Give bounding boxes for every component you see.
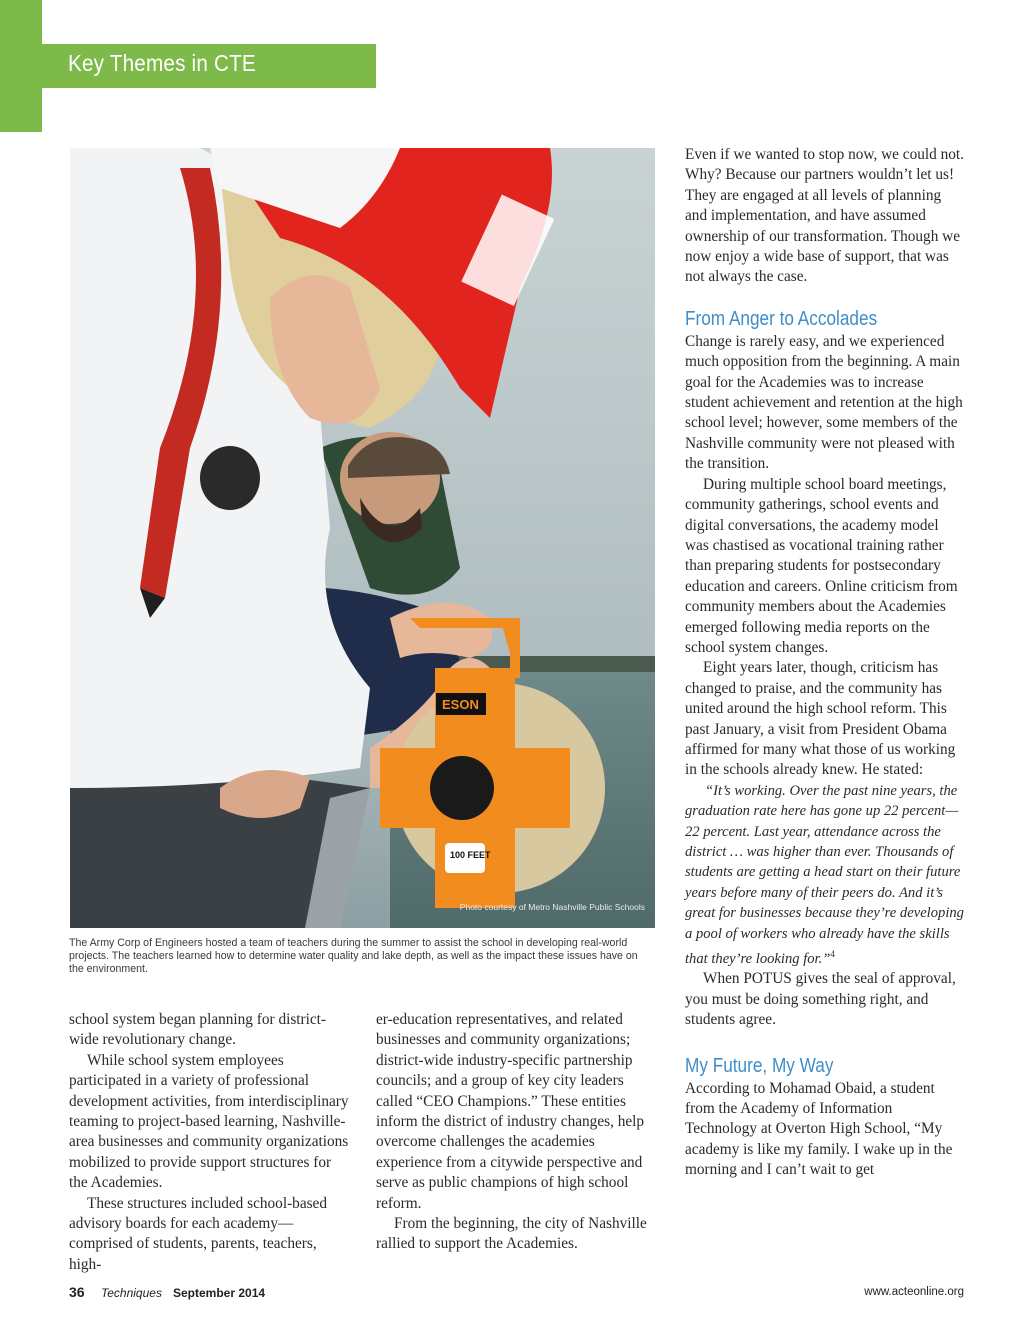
photo-illustration (70, 148, 655, 928)
issue-date: September 2014 (173, 1286, 266, 1300)
paragraph: er-education representatives, and related businesses and community organizations; district-wide industry-specific partnership councils; and a group of key city leaders called “CEO Champions.” These entities inform the district of industry changes, help overcome challenges the academies experience from a citywide perspective and serve as public champions of high school reform. (376, 1011, 645, 1212)
paragraph: During multiple school board meetings, community gatherings, school events and digital conversations, the academy model was chastised as vocational training rather than preparing students for postsecondary education and careers. Online criticism from community members about the Academies emerged following media reports on the school system changes. (685, 475, 958, 656)
quote-text: “It’s working. Over the past nine years, the graduation rate here has gone up 22 percent—22 percent. Last year, attendance across the district … was higher than ever. Thousands of students are getting a head start on their future years before many of their peers do. And it’s great for businesses because they’re developing a pool of workers who already have the skills that they’re looking for.” (685, 782, 964, 967)
footnote-ref: 4 (830, 949, 835, 960)
paragraph: Eight years later, though, criticism has changed to praise, and the community has united around the high school reform. This past January, a visit from President Obama affirmed for many what those of us working in the schools already knew. He stated: (685, 659, 956, 779)
page-number: 36 (69, 1284, 85, 1300)
paragraph: Even if we wanted to stop now, we could not. Why? Because our partners wouldn’t let us! They are engaged at all levels of planning and implementation, and have assumed ownership of our transformation. Though we now enjoy a wide base of support, that was not always the case. (685, 146, 964, 286)
tape-brand-text: ESON (442, 697, 479, 712)
obama-quote (685, 781, 965, 970)
section-title: Key Themes in CTE (68, 50, 256, 76)
paragraph: These structures included school-based advisory boards for each academy—comprised of students, parents, teachers, high- (69, 1194, 327, 1273)
heading-anger-to-accolades: From Anger to Accolades (685, 307, 878, 330)
magazine-name: Techniques (101, 1286, 162, 1300)
paragraph: According to Mohamad Obaid, a student from the Academy of Information Technology at Overton High School, “My academy is like my family. I wake up in the morning and I can’t wait to get (685, 1079, 953, 1179)
column-middle (376, 1010, 656, 1255)
paragraph: While school system employees participated in a variety of professional development activities, from interdisciplinary teaming to project-based learning, Nashville-area businesses and community organizations mobilized to provide support structures for the Academies. (69, 1051, 349, 1192)
paragraph: From the beginning, the city of Nashville rallied to support the Academies. (376, 1215, 647, 1253)
photo-credit: Photo courtesy of Metro Nashville Public Schools (459, 902, 645, 912)
tape-label-text: 100 FEET (450, 850, 491, 860)
photo-caption: The Army Corp of Engineers hosted a team of teachers during the summer to assist the school in developing real-world projects. The teachers learned how to determine water quality and lake depth, as well as the impact these issues have on the environment. (69, 937, 638, 975)
column-right (685, 145, 965, 1181)
paragraph: When POTUS gives the seal of approval, you must be doing something right, and students agree. (685, 970, 956, 1029)
heading-my-future-my-way: My Future, My Way (685, 1054, 834, 1077)
article-photo (70, 148, 655, 928)
column-left (69, 1010, 349, 1275)
green-accent-bar (0, 0, 42, 132)
paragraph: Change is rarely easy, and we experienced much opposition from the beginning. A main goal for the Academies was to increase student achievement and retention at the high school level; however, some members of the Nashville community were not pleased with the transition. (685, 332, 963, 473)
paragraph: school system began planning for district-wide revolutionary change. (69, 1011, 327, 1049)
website-link[interactable]: www.acteonline.org (864, 1286, 964, 1298)
page-footer (69, 1284, 964, 1304)
